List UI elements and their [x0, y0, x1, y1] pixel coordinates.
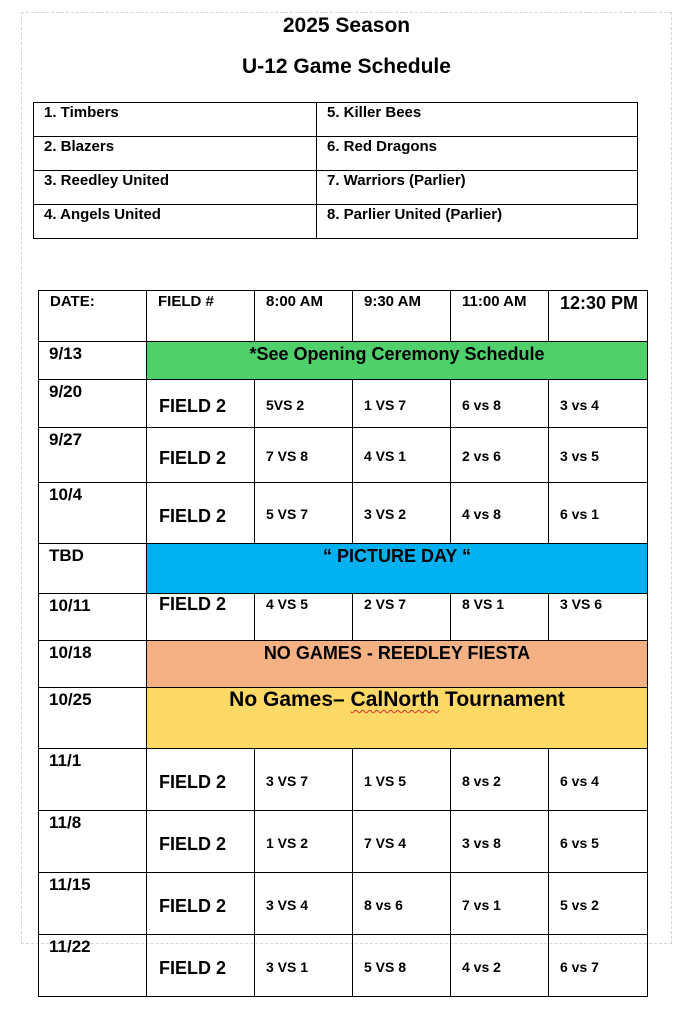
game-cell: 4 vs 2	[451, 935, 549, 997]
game-cell: 4 VS 1	[353, 428, 451, 483]
date-cell: 9/20	[39, 380, 147, 428]
game-cell: 2 VS 7	[353, 594, 451, 641]
header-field: FIELD #	[147, 291, 255, 342]
game-cell: 8 vs 2	[451, 749, 549, 811]
game-cell: 5 vs 2	[549, 873, 648, 935]
game-cell: 5 VS 7	[255, 483, 353, 544]
game-cell: 6 vs 7	[549, 935, 648, 997]
tournament-banner-text: Tournament	[439, 688, 565, 711]
team-cell: 1. Timbers	[34, 103, 317, 137]
date-cell: 10/4	[39, 483, 147, 544]
game-cell: 5 VS 8	[353, 935, 451, 997]
reedley-fiesta-banner: NO GAMES - REEDLEY FIESTA	[147, 641, 648, 688]
game-cell: 8 VS 1	[451, 594, 549, 641]
game-cell: 4 vs 8	[451, 483, 549, 544]
schedule-row	[39, 342, 648, 380]
game-cell: 3 VS 7	[255, 749, 353, 811]
game-cell: 6 vs 5	[549, 811, 648, 873]
date-cell: 9/13	[39, 342, 147, 380]
date-cell: 10/25	[39, 688, 147, 749]
tournament-name: CalNorth	[350, 688, 440, 711]
date-cell: 10/18	[39, 641, 147, 688]
field-cell: FIELD 2	[147, 428, 255, 483]
schedule-row	[39, 483, 648, 544]
date-cell: 9/27	[39, 428, 147, 483]
team-cell: 5. Killer Bees	[317, 103, 638, 137]
schedule-row	[39, 811, 648, 873]
field-cell: FIELD 2	[147, 873, 255, 935]
team-cell: 6. Red Dragons	[317, 137, 638, 171]
game-cell: 1 VS 5	[353, 749, 451, 811]
header-time: 9:30 AM	[353, 291, 451, 342]
tournament-banner-text: No Games–	[229, 688, 351, 711]
team-row	[34, 171, 638, 205]
game-cell: 3 VS 4	[255, 873, 353, 935]
game-cell: 2 vs 6	[451, 428, 549, 483]
field-cell: FIELD 2	[147, 749, 255, 811]
game-cell: 3 vs 8	[451, 811, 549, 873]
date-cell: 11/1	[39, 749, 147, 811]
game-cell: 1 VS 7	[353, 380, 451, 428]
game-cell: 3 vs 5	[549, 428, 648, 483]
field-cell: FIELD 2	[147, 380, 255, 428]
game-cell: 5VS 2	[255, 380, 353, 428]
game-cell: 3 VS 2	[353, 483, 451, 544]
schedule-row	[39, 641, 648, 688]
header-time: 11:00 AM	[451, 291, 549, 342]
game-cell: 6 vs 8	[451, 380, 549, 428]
header-time: 8:00 AM	[255, 291, 353, 342]
team-row	[34, 103, 638, 137]
game-cell: 7 VS 4	[353, 811, 451, 873]
date-cell: 11/22	[39, 935, 147, 997]
game-cell: 1 VS 2	[255, 811, 353, 873]
team-cell: 7. Warriors (Parlier)	[317, 171, 638, 205]
header-row	[39, 291, 648, 342]
field-cell: FIELD 2	[147, 483, 255, 544]
date-cell: 11/8	[39, 811, 147, 873]
schedule-row	[39, 544, 648, 594]
game-cell: 6 vs 1	[549, 483, 648, 544]
date-cell: TBD	[39, 544, 147, 594]
schedule-row	[39, 594, 648, 641]
game-cell: 3 VS 1	[255, 935, 353, 997]
game-schedule-table	[38, 290, 648, 997]
team-cell: 3. Reedley United	[34, 171, 317, 205]
date-cell: 10/11	[39, 594, 147, 641]
team-cell: 8. Parlier United (Parlier)	[317, 205, 638, 239]
schedule-row	[39, 873, 648, 935]
schedule-row	[39, 428, 648, 483]
header-time: 12:30 PM	[549, 291, 648, 342]
team-cell: 4. Angels United	[34, 205, 317, 239]
team-row	[34, 205, 638, 239]
schedule-title: U-12 Game Schedule	[242, 55, 451, 78]
field-cell: FIELD 2	[147, 811, 255, 873]
team-row	[34, 137, 638, 171]
team-list-table	[33, 102, 638, 239]
header-date: DATE:	[39, 291, 147, 342]
opening-ceremony-banner: *See Opening Ceremony Schedule	[147, 342, 648, 380]
season-title: 2025 Season	[282, 14, 411, 37]
game-cell: 6 vs 4	[549, 749, 648, 811]
date-cell: 11/15	[39, 873, 147, 935]
team-cell: 2. Blazers	[34, 137, 317, 171]
game-cell: 7 vs 1	[451, 873, 549, 935]
game-cell: 8 vs 6	[353, 873, 451, 935]
schedule-row	[39, 935, 648, 997]
game-cell: 7 VS 8	[255, 428, 353, 483]
game-cell: 4 VS 5	[255, 594, 353, 641]
schedule-row	[39, 749, 648, 811]
game-cell: 3 VS 6	[549, 594, 648, 641]
field-cell: FIELD 2	[147, 594, 255, 641]
picture-day-banner: “ PICTURE DAY “	[147, 544, 648, 594]
schedule-row	[39, 688, 648, 749]
schedule-row	[39, 380, 648, 428]
game-cell: 3 vs 4	[549, 380, 648, 428]
calnorth-tournament-banner	[147, 688, 648, 749]
field-cell: FIELD 2	[147, 935, 255, 997]
